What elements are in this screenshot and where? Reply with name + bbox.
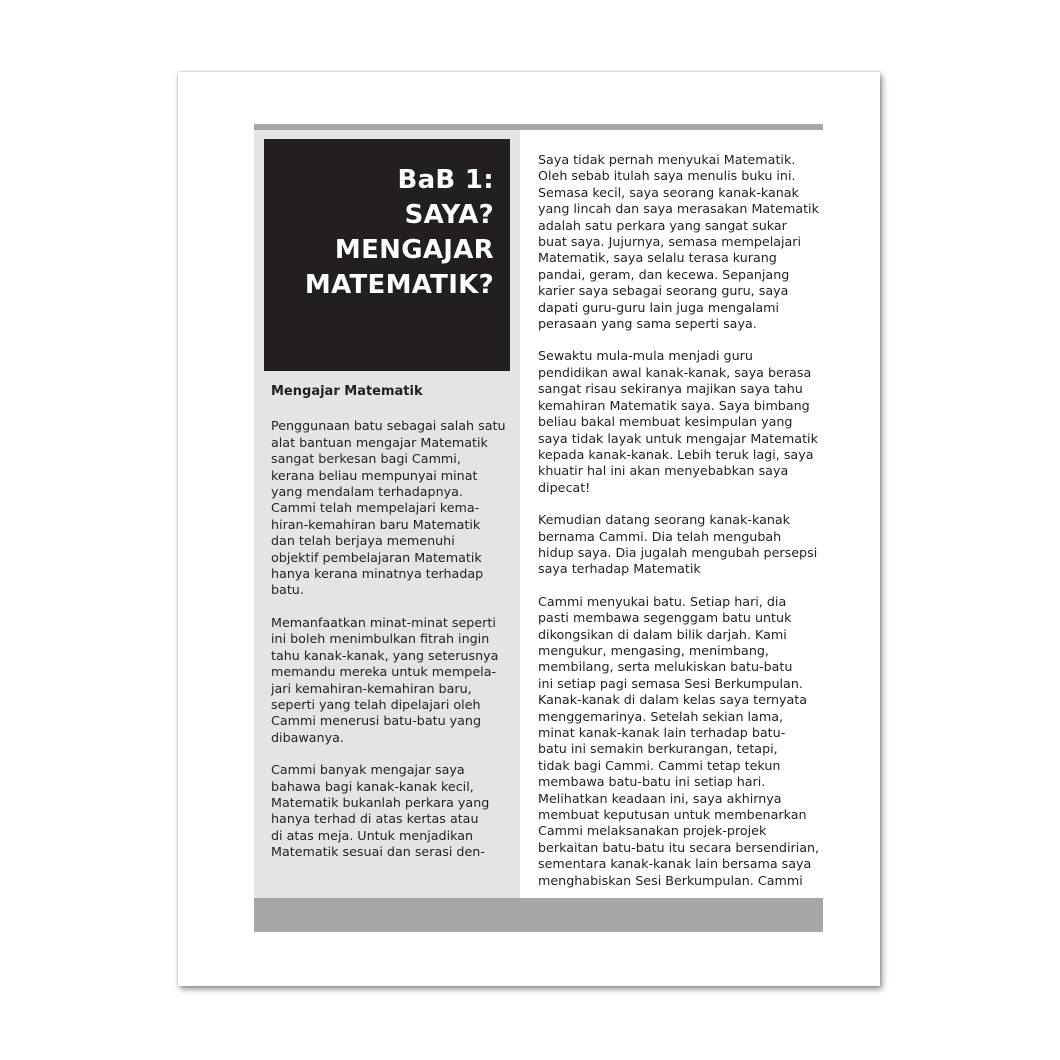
text-line: alat bantuan mengajar Matematik <box>271 434 488 450</box>
paragraph <box>271 615 507 746</box>
text-line: Saya tidak pernah menyukai Matematik. <box>538 152 796 167</box>
paragraph <box>538 152 823 332</box>
text-line: dan telah berjaya memenuhi <box>271 533 455 549</box>
text-line: menghabiskan Sesi Berkumpulan. Cammi <box>538 872 803 888</box>
text-line: Melihatkan keadaan ini, saya akhirnya <box>538 790 782 806</box>
text-line: sangat risau sekiranya majikan saya tahu <box>538 381 803 397</box>
right-paragraphs <box>538 152 823 889</box>
text-line: minat kanak-kanak lain terhadap batu- <box>538 725 786 740</box>
chapter-title-box <box>264 139 510 371</box>
text-line: beliau bakal membuat kesimpulan yang <box>538 414 793 430</box>
text-line: membilang, serta melukiskan batu-batu <box>538 659 793 675</box>
text-line: hanya kerana minatnya terhadap <box>271 566 484 582</box>
text-line: jari kemahiran-kemahiran baru, <box>271 680 472 696</box>
text-line: Cammi telah mempelajari kema- <box>271 500 480 516</box>
chapter-title-line: BaB 1: <box>397 165 494 195</box>
text-line: bernama Cammi. Dia telah mengubah <box>538 528 782 544</box>
text-line: objektif pembelajaran Matematik <box>271 549 482 565</box>
text-line: berkaitan batu-batu itu secara bersendirian, <box>538 839 820 855</box>
section-heading: Mengajar Matematik <box>271 384 423 399</box>
book-page <box>178 72 880 986</box>
text-line: yang lincah dan saya merasakan Matematik <box>538 201 819 217</box>
right-column <box>538 152 823 905</box>
paragraph <box>538 512 823 578</box>
text-line: perasaan yang sama seperti saya. <box>538 316 757 332</box>
paragraph <box>538 348 823 496</box>
text-line: di atas meja. Untuk menjadikan <box>271 827 474 843</box>
chapter-title-line: MENGAJAR <box>334 235 494 265</box>
text-line: Sewaktu mula-mula menjadi guru <box>538 348 753 364</box>
text-line: batu ini semakin berkurangan, tetapi, <box>538 741 778 757</box>
text-line: dapati guru-guru lain juga mengalami <box>538 299 780 315</box>
text-line: Memanfaatkan minat-minat seperti <box>271 614 496 630</box>
text-line: kerana beliau mempunyai minat <box>271 467 478 483</box>
text-line: hanya terhad di atas kertas atau <box>271 811 479 827</box>
text-line: Cammi menyukai batu. Setiap hari, dia <box>538 593 787 609</box>
text-line: Kemudian datang seorang kanak-kanak <box>538 512 791 528</box>
text-line: karier saya sebagai seorang guru, saya <box>538 283 789 299</box>
text-line: Semasa kecil, saya seorang kanak-kanak <box>538 184 799 200</box>
chapter-title-line: SAYA? <box>404 200 494 230</box>
text-line: ini setiap pagi semasa Sesi Berkumpulan. <box>538 675 803 691</box>
text-line: Penggunaan batu sebagai salah satu <box>271 418 506 434</box>
text-line: hidup saya. Dia jugalah mengubah persepsi <box>538 544 818 560</box>
text-line: seperti yang telah dipelajari oleh <box>271 696 481 712</box>
paragraph <box>538 594 823 889</box>
text-line: mengukur, mengasing, menimbang, <box>538 642 769 658</box>
left-column <box>271 384 507 877</box>
text-line: kemahiran Matematik saya. Saya bimbang <box>538 397 810 413</box>
left-paragraphs <box>271 418 507 860</box>
text-line: adalah satu perkara yang sangat sukar <box>538 217 787 233</box>
text-line: pendidikan awal kanak-kanak, saya berasa <box>538 364 812 380</box>
text-line: pasti membawa segenggam batu untuk <box>538 610 792 626</box>
text-line: buat saya. Jujurnya, semasa mempelajari <box>538 234 802 250</box>
text-line: pandai, geram, dan kecewa. Sepanjang <box>538 266 790 282</box>
text-line: Matematik sesuai dan serasi den- <box>271 844 485 860</box>
text-line: batu. <box>271 582 304 598</box>
text-line: tidak bagi Cammi. Cammi tetap tekun <box>538 757 781 773</box>
text-line: Cammi melaksanakan projek-projek <box>538 823 767 839</box>
text-line: dipecat! <box>538 479 591 495</box>
text-line: Cammi banyak mengajar saya <box>271 762 465 778</box>
text-line: saya terhadap Matematik <box>538 561 701 577</box>
text-line: sementara kanak-kanak lain bersama saya <box>538 856 812 872</box>
text-line: memandu mereka untuk mempela- <box>271 664 497 680</box>
text-line: kepada kanak-kanak. Lebih teruk lagi, saya <box>538 446 814 462</box>
text-line: menggemarinya. Setelah sekian lama, <box>538 708 784 724</box>
text-line: Kanak-kanak di dalam kelas saya ternyata <box>538 692 808 708</box>
text-line: hiran-kemahiran baru Matematik <box>271 516 481 532</box>
bottom-bar <box>254 898 823 932</box>
text-line: yang mendalam terhadapnya. <box>271 484 463 500</box>
text-line: Matematik, saya selalu terasa kurang <box>538 250 777 266</box>
text-line: tahu kanak-kanak, yang seterusnya <box>271 647 499 663</box>
text-line: Oleh sebab itulah saya menulis buku ini. <box>538 168 796 184</box>
text-line: membuat keputusan untuk membenarkan <box>538 807 807 823</box>
text-line: membawa batu-batu ini setiap hari. <box>538 774 766 790</box>
text-line: sangat berkesan bagi Cammi, <box>271 451 461 467</box>
text-line: dibawanya. <box>271 729 344 745</box>
text-line: ini boleh menimbulkan fitrah ingin <box>271 631 490 647</box>
text-line: khuatir hal ini akan menyebabkan saya <box>538 463 789 479</box>
text-line: dikongsikan di dalam bilik darjah. Kami <box>538 626 787 642</box>
text-line: bahawa bagi kanak-kanak kecil, <box>271 778 474 794</box>
chapter-title-line: MATEMATIK? <box>304 270 494 300</box>
text-line: Cammi menerusi batu-batu yang <box>271 713 482 729</box>
paragraph <box>271 762 507 860</box>
paragraph <box>271 418 507 598</box>
text-line: Matematik bukanlah perkara yang <box>271 794 490 810</box>
text-line: saya tidak layak untuk mengajar Matematik <box>538 430 818 446</box>
